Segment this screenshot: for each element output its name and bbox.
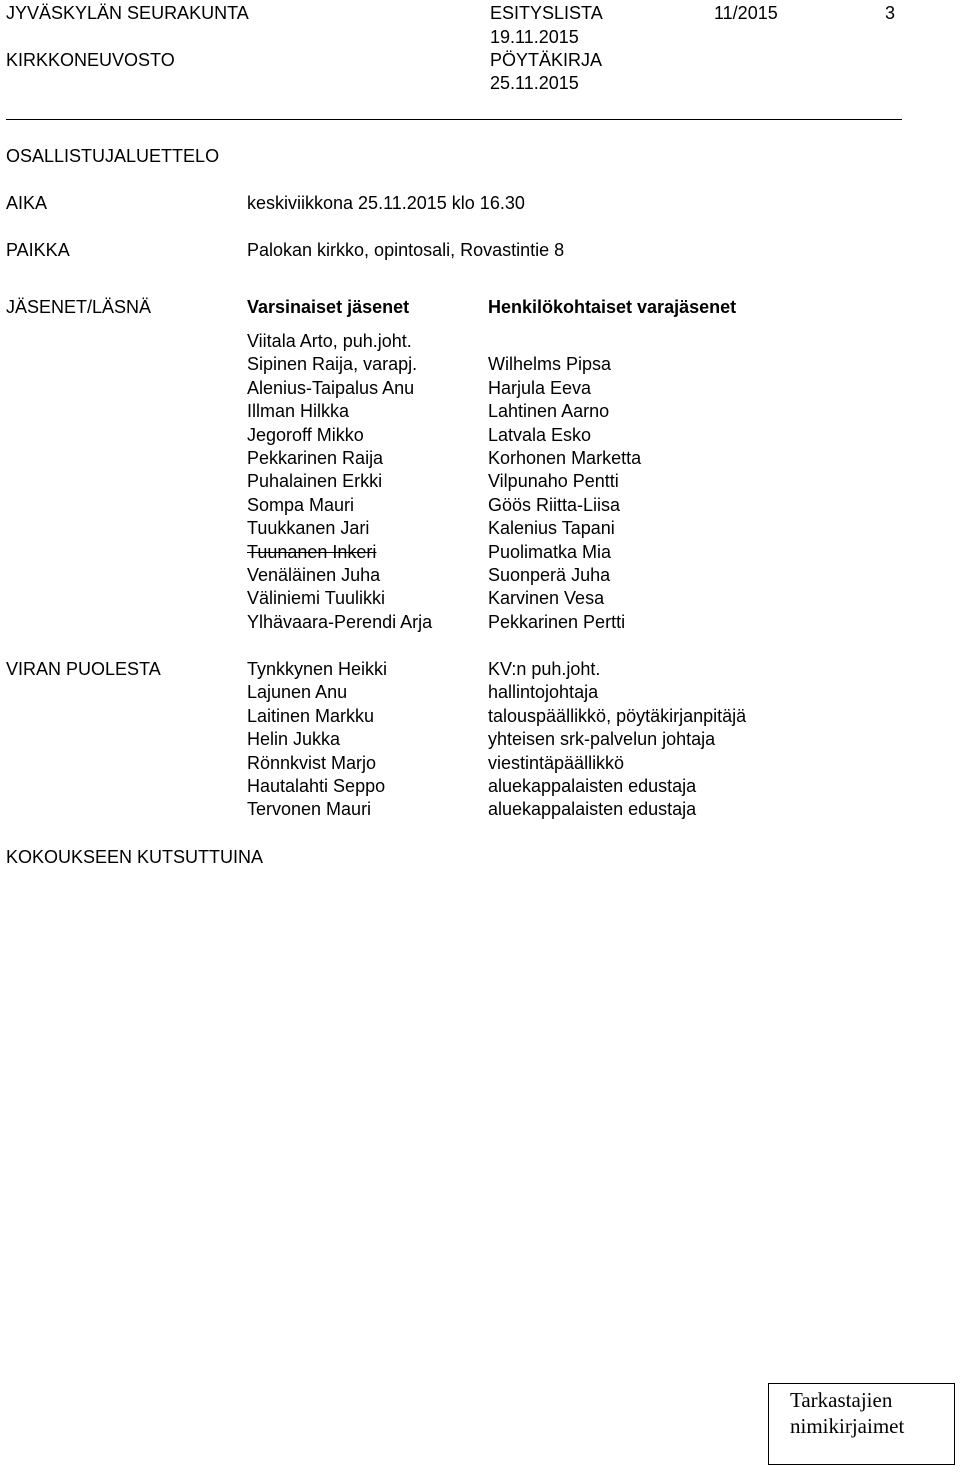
member-name: Venäläinen Juha: [247, 564, 381, 585]
official-role: viestintäpäällikkö: [488, 752, 625, 773]
signature-initials-box: [768, 1383, 955, 1465]
member-name-struck: Tuunanen Inkeri: [247, 541, 377, 562]
organization-name: JYVÄSKYLÄN SEURAKUNTA: [6, 3, 249, 23]
minutes-date: 25.11.2015: [490, 73, 579, 93]
deputy-name: Kalenius Tapani: [488, 518, 615, 539]
header-divider: [6, 119, 902, 120]
ex-officio-roles: [488, 658, 746, 822]
time-label: AIKA: [6, 193, 48, 213]
official-name: Laitinen Markku: [247, 705, 375, 726]
official-role: hallintojohtaja: [488, 682, 599, 703]
deputy-name: Harjula Eeva: [488, 377, 592, 398]
deputy-name: Latvala Esko: [488, 424, 592, 445]
agenda-date: 19.11.2015: [490, 27, 579, 47]
official-name: Helin Jukka: [247, 729, 341, 750]
ex-officio-label: VIRAN PUOLESTA: [6, 659, 161, 679]
member-name: Sompa Mauri: [247, 494, 355, 515]
official-role: aluekappalaisten edustaja: [488, 799, 697, 820]
document-title: OSALLISTUJALUETTELO: [6, 146, 220, 166]
official-name: Rönnkvist Marjo: [247, 752, 377, 773]
member-name: Väliniemi Tuulikki: [247, 588, 386, 609]
member-name: Jegoroff Mikko: [247, 424, 364, 445]
time-value: keskiviikkona 25.11.2015 klo 16.30: [247, 193, 525, 213]
deputy-name: Vilpunaho Pentti: [488, 471, 619, 492]
official-role: aluekappalaisten edustaja: [488, 775, 697, 796]
official-name: Lajunen Anu: [247, 682, 348, 703]
deputy-name: Göös Riitta-Liisa: [488, 494, 621, 515]
member-name: Sipinen Raija, varapj.: [247, 354, 418, 375]
place-label: PAIKKA: [6, 240, 70, 260]
members-label: JÄSENET/LÄSNÄ: [6, 297, 152, 317]
deputy-name: Karvinen Vesa: [488, 588, 605, 609]
deputy-name: Suonperä Juha: [488, 564, 611, 585]
issue-number: 11/2015: [714, 3, 778, 23]
regular-members-list: [247, 330, 432, 634]
deputy-name: Lahtinen Aarno: [488, 401, 610, 422]
signature-box-line1: Tarkastajien: [790, 1388, 893, 1412]
official-name: Tervonen Mauri: [247, 799, 372, 820]
member-name: Tuukkanen Jari: [247, 518, 370, 539]
deputy-name: [488, 330, 641, 353]
member-name: Viitala Arto, puh.joht.: [247, 331, 412, 351]
invited-label: KOKOUKSEEN KUTSUTTUINA: [6, 847, 264, 867]
official-role: yhteisen srk-palvelun johtaja: [488, 729, 716, 750]
deputy-name: Puolimatka Mia: [488, 541, 612, 562]
member-name: Ylhävaara-Perendi Arja: [247, 611, 433, 632]
place-value: Palokan kirkko, opintosali, Rovastintie 8: [247, 240, 565, 260]
official-role: KV:n puh.joht.: [488, 659, 601, 679]
official-role: talouspäällikkö, pöytäkirjanpitäjä: [488, 705, 747, 726]
member-name: Illman Hilkka: [247, 401, 350, 422]
member-name: Alenius-Taipalus Anu: [247, 377, 415, 398]
regular-members-header: Varsinaiset jäsenet: [247, 297, 410, 317]
member-name: Puhalainen Erkki: [247, 471, 383, 492]
deputy-name: Pekkarinen Pertti: [488, 611, 626, 632]
official-name: Tynkkynen Heikki: [247, 659, 388, 679]
minutes-label: PÖYTÄKIRJA: [490, 50, 603, 70]
official-name: Hautalahti Seppo: [247, 775, 386, 796]
deputy-name: Korhonen Marketta: [488, 447, 642, 468]
page-number: 3: [885, 3, 896, 23]
member-name: Pekkarinen Raija: [247, 447, 384, 468]
ex-officio-names: [247, 658, 387, 822]
deputy-members-header: Henkilökohtaiset varajäsenet: [488, 297, 737, 317]
deputy-name: Wilhelms Pipsa: [488, 354, 612, 375]
signature-box-line2: nimikirjaimet: [790, 1414, 905, 1438]
deputy-members-list: [488, 330, 641, 634]
agenda-label: ESITYSLISTA: [490, 3, 603, 23]
council-name: KIRKKONEUVOSTO: [6, 50, 175, 70]
